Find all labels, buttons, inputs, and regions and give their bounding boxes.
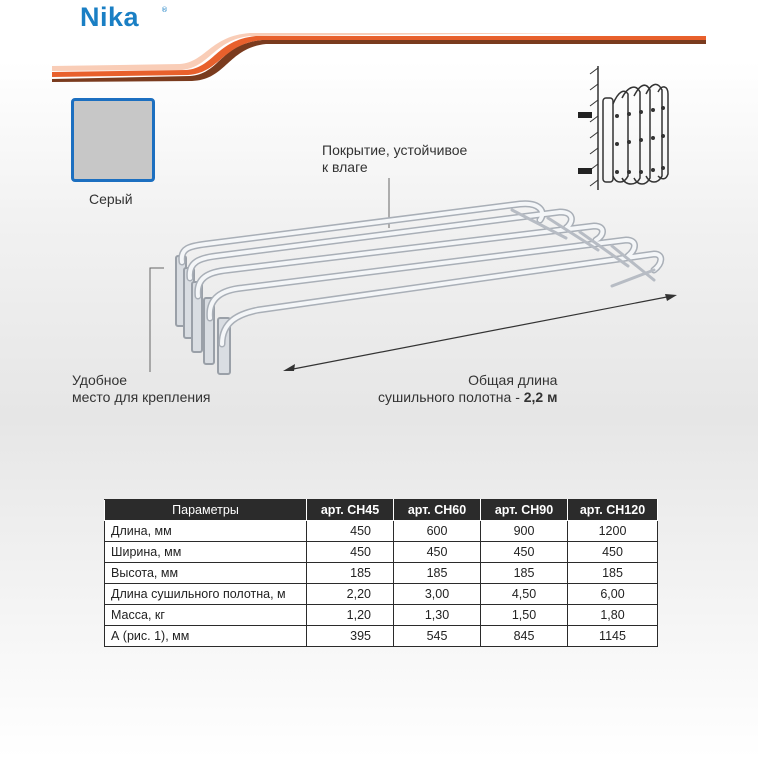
row-label: А (рис. 1), мм bbox=[105, 626, 307, 647]
cell-ch60: 3,00 bbox=[394, 584, 481, 605]
brand-logo: Nika bbox=[80, 2, 140, 32]
cell-ch120: 1200 bbox=[568, 521, 658, 542]
drying-rails bbox=[182, 204, 661, 344]
cell-ch120: 1145 bbox=[568, 626, 658, 647]
cell-ch90: 450 bbox=[481, 542, 568, 563]
cell-ch120: 450 bbox=[568, 542, 658, 563]
cell-ch45: 450 bbox=[307, 521, 394, 542]
mount-callout-line1: Удобное bbox=[72, 372, 128, 388]
length-arrow-line bbox=[288, 296, 672, 370]
length-callout-value: 2,2 м bbox=[523, 389, 558, 405]
header-ch90: арт. СН90 bbox=[481, 500, 568, 521]
table-row bbox=[105, 605, 658, 626]
cell-ch90: 1,50 bbox=[481, 605, 568, 626]
row-label: Длина сушильного полотна, м bbox=[105, 584, 307, 605]
cell-ch60: 450 bbox=[394, 542, 481, 563]
cell-ch45: 1,20 bbox=[307, 605, 394, 626]
table-row bbox=[105, 563, 658, 584]
cell-ch60: 1,30 bbox=[394, 605, 481, 626]
row-label: Высота, мм bbox=[105, 563, 307, 584]
header-parameters: Параметры bbox=[105, 500, 307, 521]
header-ch60: арт. СН60 bbox=[394, 500, 481, 521]
cell-ch90: 900 bbox=[481, 521, 568, 542]
table-row bbox=[105, 626, 658, 647]
coating-callout-line2: к влаге bbox=[322, 159, 368, 175]
length-arrow-right bbox=[665, 294, 677, 301]
cell-ch90: 4,50 bbox=[481, 584, 568, 605]
specs-header-row bbox=[105, 500, 658, 521]
table-row bbox=[105, 542, 658, 563]
cell-ch90: 185 bbox=[481, 563, 568, 584]
length-callout-line1: Общая длина bbox=[468, 372, 558, 388]
table-row bbox=[105, 584, 658, 605]
table-row bbox=[105, 521, 658, 542]
coating-callout-line1: Покрытие, устойчивое bbox=[322, 142, 468, 158]
length-callout-prefix: сушильного полотна - bbox=[378, 389, 524, 405]
row-label: Масса, кг bbox=[105, 605, 307, 626]
cell-ch45: 2,20 bbox=[307, 584, 394, 605]
cell-ch120: 6,00 bbox=[568, 584, 658, 605]
cell-ch60: 600 bbox=[394, 521, 481, 542]
mount-pointer-line bbox=[150, 268, 164, 372]
cell-ch120: 185 bbox=[568, 563, 658, 584]
registered-mark: ® bbox=[161, 6, 168, 14]
row-label: Длина, мм bbox=[105, 521, 307, 542]
row-label: Ширина, мм bbox=[105, 542, 307, 563]
cell-ch45: 185 bbox=[307, 563, 394, 584]
color-swatch-label: Серый bbox=[89, 191, 133, 207]
side-diagram bbox=[578, 66, 668, 190]
cell-ch60: 185 bbox=[394, 563, 481, 584]
cell-ch120: 1,80 bbox=[568, 605, 658, 626]
length-arrow-left bbox=[283, 364, 295, 371]
cell-ch45: 395 bbox=[307, 626, 394, 647]
header-ch120: арт. СН120 bbox=[568, 500, 658, 521]
cell-ch45: 450 bbox=[307, 542, 394, 563]
specs-table bbox=[104, 499, 658, 647]
header-ch45: арт. СН45 bbox=[307, 500, 394, 521]
mount-callout-line2: место для крепления bbox=[72, 389, 211, 405]
cell-ch60: 545 bbox=[394, 626, 481, 647]
cell-ch90: 845 bbox=[481, 626, 568, 647]
